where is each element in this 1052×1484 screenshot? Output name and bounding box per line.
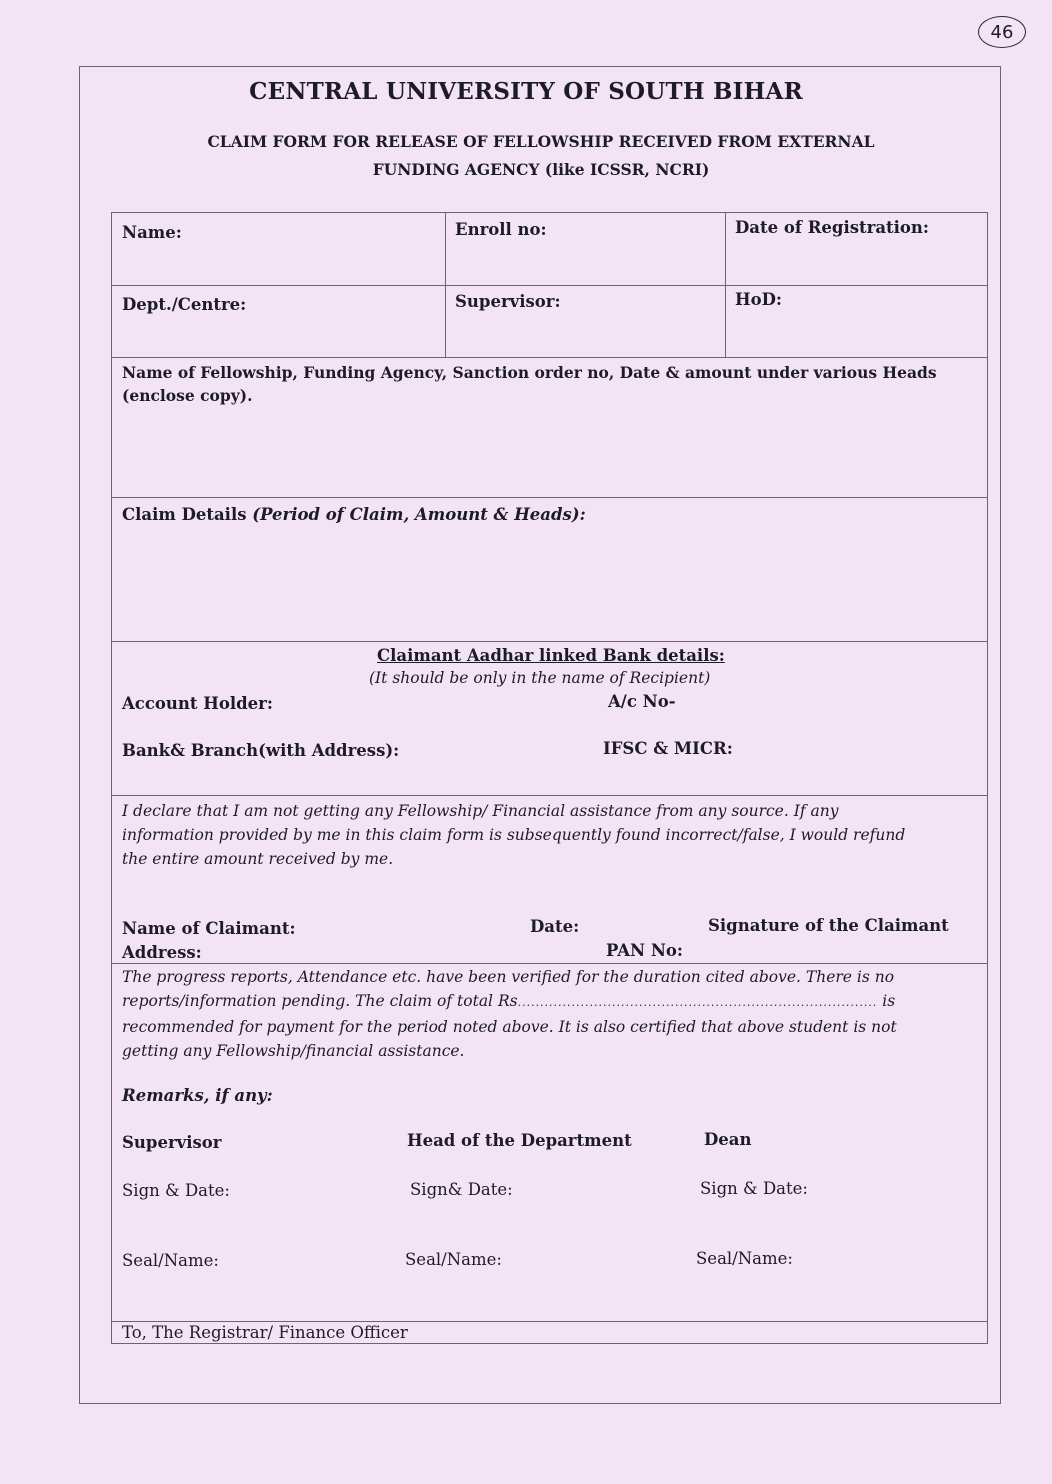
verification-line: recommended for payment for the period noted above. It is also certified that above student is not xyxy=(122,1018,897,1036)
claimant-name-field[interactable]: Name of Claimant: xyxy=(122,919,296,938)
divider xyxy=(112,497,987,498)
divider xyxy=(112,641,987,642)
verification-line: The progress reports, Attendance etc. have been verified for the duration cited above. There is no xyxy=(122,968,895,986)
dept-centre-field[interactable]: Dept./Centre: xyxy=(122,295,247,314)
fellowship-label: Name of Fellowship, Funding Agency, Sanction order no, Date & amount under various Heads xyxy=(122,363,937,382)
dean-seal-name[interactable]: Seal/Name: xyxy=(696,1249,793,1268)
university-title: CENTRAL UNIVERSITY OF SOUTH BIHAR xyxy=(249,78,803,105)
bank-details-note: (It should be only in the name of Recipient) xyxy=(369,669,711,687)
subtitle-line-1: CLAIM FORM FOR RELEASE OF FELLOWSHIP RECEIVED FROM EXTERNAL xyxy=(207,132,875,151)
form-subtitle xyxy=(0,128,1052,184)
fellowship-label-note: (enclose copy). xyxy=(122,386,253,405)
subtitle-line-2: FUNDING AGENCY (like ICSSR, NCRI) xyxy=(372,160,710,179)
pan-number-field[interactable]: PAN No: xyxy=(606,941,684,960)
declaration-line: I declare that I am not getting any Fellowship/ Financial assistance from any source. If any xyxy=(122,802,839,820)
hod-field[interactable]: HoD: xyxy=(735,290,782,309)
claim-details-label xyxy=(122,505,586,524)
remarks-label[interactable]: Remarks, if any: xyxy=(122,1086,273,1105)
claimant-date-field[interactable]: Date: xyxy=(530,917,580,936)
supervisor-title: Supervisor xyxy=(122,1133,222,1152)
recipient-line: To, The Registrar/ Finance Officer xyxy=(122,1323,408,1342)
hod-sign-date[interactable]: Sign& Date: xyxy=(410,1180,513,1199)
account-number-field[interactable]: A/c No- xyxy=(608,692,676,711)
date-of-registration-field[interactable]: Date of Registration: xyxy=(735,218,930,237)
bank-branch-field[interactable]: Bank& Branch(with Address): xyxy=(122,741,400,760)
declaration-text xyxy=(122,799,972,871)
account-holder-field[interactable]: Account Holder: xyxy=(122,694,273,713)
claim-details-text: Claim Details xyxy=(122,505,253,524)
ifsc-micr-field[interactable]: IFSC & MICR: xyxy=(603,739,733,758)
divider xyxy=(112,1321,987,1322)
claimant-address-field[interactable]: Address: xyxy=(122,943,202,962)
divider xyxy=(112,963,987,964)
divider xyxy=(112,795,987,796)
claim-details-italic: (Period of Claim, Amount & Heads): xyxy=(252,505,586,524)
dean-title: Dean xyxy=(704,1130,752,1149)
amount-blank[interactable]: ................................................................................ xyxy=(517,996,878,1009)
verification-line xyxy=(122,989,972,1015)
supervisor-seal-name[interactable]: Seal/Name: xyxy=(122,1251,219,1270)
verification-amount-end: is xyxy=(877,992,896,1010)
declaration-line: information provided by me in this claim form is subsequently found incorrect/false, I would refund xyxy=(122,826,906,844)
claim-form xyxy=(111,212,988,1344)
enroll-no-field[interactable]: Enroll no: xyxy=(455,220,547,239)
bank-details-heading: Claimant Aadhar linked Bank details: xyxy=(377,646,725,665)
verification-amount-text: reports/information pending. The claim of total Rs xyxy=(122,992,518,1010)
divider xyxy=(112,357,987,358)
declaration-line: the entire amount received by me. xyxy=(122,850,394,868)
claimant-signature-field[interactable]: Signature of the Claimant xyxy=(708,916,949,935)
dean-sign-date[interactable]: Sign & Date: xyxy=(700,1179,808,1198)
hod-title: Head of the Department xyxy=(407,1131,632,1150)
hod-seal-name[interactable]: Seal/Name: xyxy=(405,1250,502,1269)
verification-line: getting any Fellowship/financial assistance. xyxy=(122,1042,465,1060)
name-field[interactable]: Name: xyxy=(122,223,182,242)
verification-text xyxy=(122,965,972,1063)
supervisor-field[interactable]: Supervisor: xyxy=(455,292,561,311)
page-number: 46 xyxy=(978,16,1026,48)
divider xyxy=(112,285,987,286)
supervisor-sign-date[interactable]: Sign & Date: xyxy=(122,1181,230,1200)
